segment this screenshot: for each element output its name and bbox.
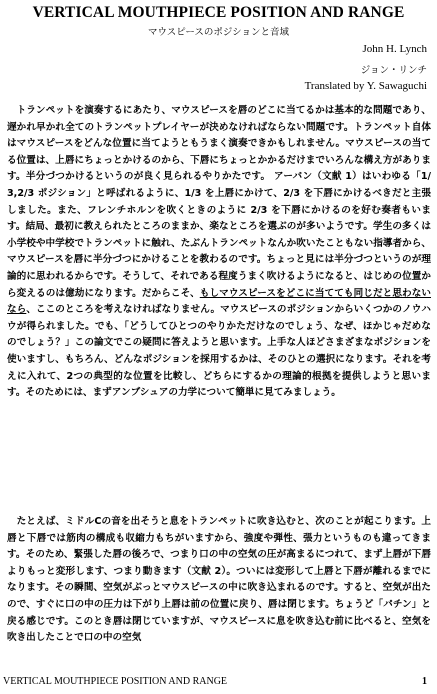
document-title: VERTICAL MOUTHPIECE POSITION AND RANGE (32, 4, 405, 21)
document-subtitle: マウスピースのポジションと音域 (148, 27, 289, 38)
paragraph-1-text-b: 、ここのところを考えなければなりません。マウスピースのポジションからいくつかのノウハウが得られました。でも、「どうしてひとつのやりかただけなのでしょう、なぜ、ほかじゃだめなのでしょう？」この論文でこの疑問に答えようと思います。上手な人ほどさまざまなポジションを使いますし、もちろん、どんなポジションを採用するかは、そのひとの選択になります。それを考えに入れて、2つの典型的な位置を比較し、どちらにするかの理論的根拠を提供しようと思います。そのためには、まずアンブシュアの力学について簡単に見てみましょう。 (7, 304, 431, 399)
author-name-ja: ジョン・リンチ (360, 65, 427, 76)
body-paragraph-1 (7, 103, 431, 402)
underlined-phrase: もしマウスピースをどこに当てても同じだと思わないなら (7, 287, 431, 316)
page-number: 1 (422, 676, 427, 687)
paragraph-1-text-a: トランペットを演奏するにあたり、マウスピースを唇のどこに当てるかは基本的な問題であり、遅かれ早かれ全てのトランペットプレイヤーが決めなければならない問題です。トランペット自体はマウスピースをどんな位置に当てようともうまく演奏できかもしれません。マウスピースの当てる位置は、上唇にちょっとかけるのから、下唇にちょっとかかるだけまでいろんな構え方があります。半分づつかけるというのが良く見られるやりかたです。 アーバン（文献 1）はいわゆる「1/3,2/3 ポジション」と呼ばれるように、1/3 を上唇にかけて、2/3 を下唇にかけるべきだと主張しました。また、フレンチホルンを吹くときのように 2/3 を下唇にかけるのを好む奏者もいます。結局、最初に教えられたところのままか、楽なところを選ぶのが多いようです。学生の多くは小学校や中学校でトランペットに触れ、たぶんトランペットなんか吹いたこともない指導者から、マウスピースを唇に半分づつにかけることを教わるのです。ちょっと見には半分づつというのが理論的に思われるからです。そうして、それである程度うまく吹けるようになると、はじめの位置から変えるのは億劫になります。だからこそ、 (7, 105, 431, 299)
translator-credit: Translated by Y. Sawaguchi (304, 80, 427, 92)
author-name-en: John H. Lynch (362, 43, 427, 55)
body-paragraph-2: たとえば、ミドルCの音を出そうと息をトランペットに吹き込むと、次のことが起こります。上唇と下唇では筋肉の構成も収縮力もちがいますから、強度や弾性、張力というものも違ってきます。そのため、緊張した唇の後ろで、つまり口の中の空気の圧が高まるにつれて、まず上唇が下唇よりもっと変形します、つまり動きます（文献 2）。ついには変形して上唇と下唇が離れるまでになります。その瞬間、空気がぶっとマウスピースの中に吹き込まれるのです。すると、空気が出たので、すぐに口の中の圧力は下がり上唇は前の位置に戻り、唇は閉じます。ちょうど「パチン」と戻る感じです。このとき唇は閉じていますが、マウスピースに息を吹き込む前に比べると、空気を吹き出したことで口の中の空気 (7, 516, 431, 644)
footer-running-title: VERTICAL MOUTHPIECE POSITION AND RANGE (3, 676, 228, 687)
